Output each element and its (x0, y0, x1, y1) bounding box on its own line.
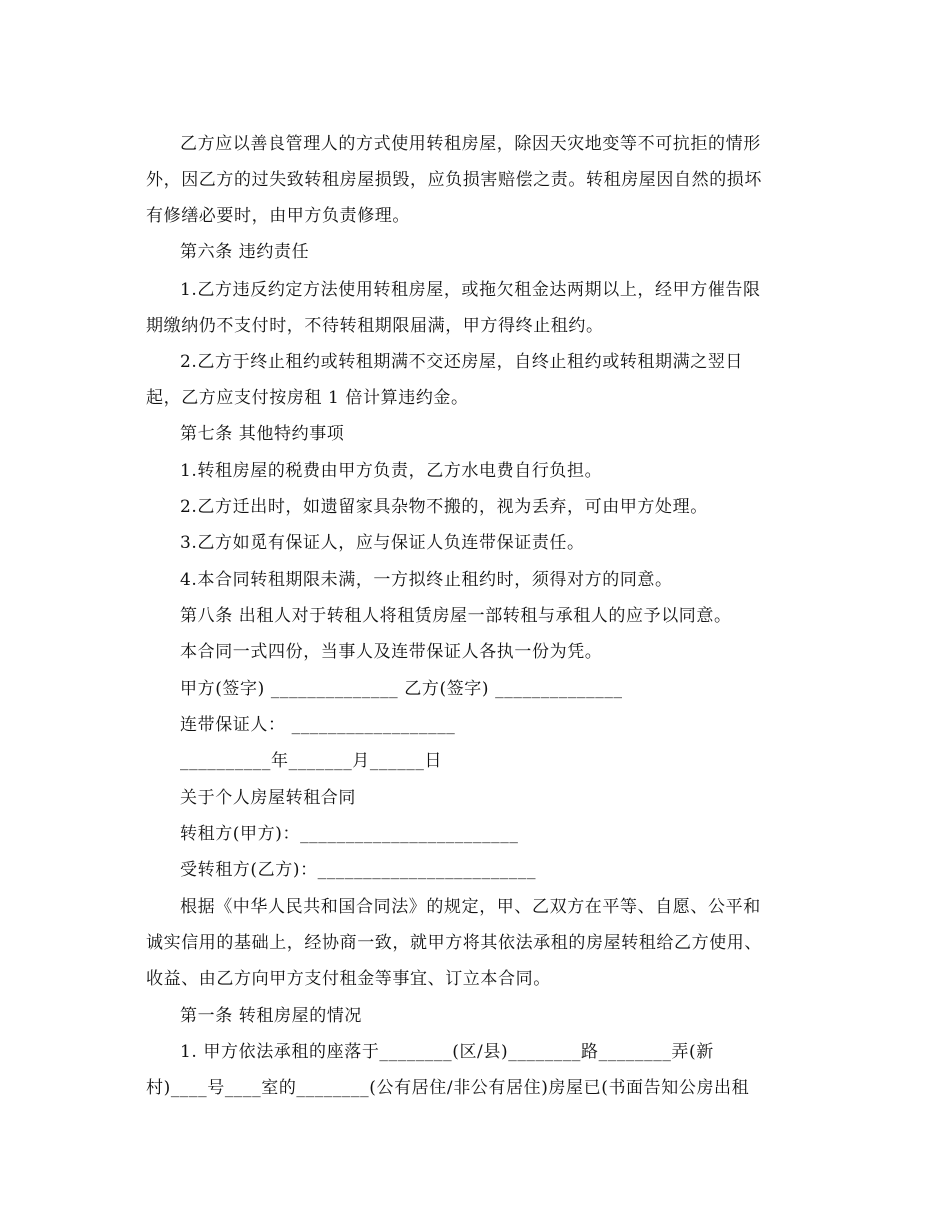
paragraph-line: 1. 甲方依法承租的座落于________(区/县)________路________弄(新 (180, 1042, 714, 1062)
party-b-line: 受转租方(乙方)：________________________ (180, 860, 537, 880)
section-heading: 第八条 出租人对于转租人将租赁房屋一部转租与承租人的应予以同意。 (180, 606, 732, 626)
paragraph-line: 收益、由乙方向甲方支付租金等事宜、订立本合同。 (146, 969, 551, 989)
paragraph-line: 1.乙方违反约定方法使用转租房屋，或拖欠租金达两期以上，经甲方催告限 (180, 280, 761, 300)
guarantor-line: 连带保证人： __________________ (180, 715, 456, 735)
date-line: __________年_______月______日 (180, 751, 443, 771)
list-item: 1.转租房屋的税费由甲方负责，乙方水电费自行负担。 (180, 461, 603, 481)
paragraph-line: 诚实信用的基础上，经协商一致，就甲方将其依法承租的房屋转租给乙方使用、 (146, 933, 762, 953)
signature-line: 甲方(签字) ______________ 乙方(签字) ______________ (180, 679, 623, 699)
document-title: 关于个人房屋转租合同 (180, 788, 356, 808)
list-item: 4.本合同转租期限未满，一方拟终止租约时，须得对方的同意。 (180, 570, 673, 590)
paragraph-line: 村)____号____室的________(公有居住/非公有居住)房屋已(书面告知公房出租 (146, 1078, 750, 1098)
paragraph-line: 期缴纳仍不支付时，不待转租期限届满，甲方得终止租约。 (146, 316, 604, 336)
paragraph-line: 根据《中华人民共和国合同法》的规定，甲、乙双方在平等、自愿、公平和 (180, 897, 761, 917)
list-item: 2.乙方迁出时，如遗留家具杂物不搬的，视为丢弃，可由甲方处理。 (180, 497, 708, 517)
paragraph-line: 乙方应以善良管理人的方式使用转租房屋，除因天灾地变等不可抗拒的情形 (180, 134, 761, 154)
paragraph-line: 有修缮必要时，由甲方负责修理。 (146, 206, 410, 226)
section-heading: 第七条 其他特约事项 (180, 424, 345, 444)
party-a-line: 转租方(甲方)：________________________ (180, 824, 519, 844)
section-heading: 第一条 转租房屋的情况 (180, 1006, 363, 1026)
section-heading: 第六条 违约责任 (180, 242, 310, 262)
paragraph-line: 外，因乙方的过失致转租房屋损毁，应负损害赔偿之责。转租房屋因自然的损坏 (146, 170, 762, 190)
paragraph-line: 本合同一式四份，当事人及连带保证人各执一份为凭。 (180, 642, 603, 662)
paragraph-line: 2.乙方于终止租约或转租期满不交还房屋，自终止租约或转租期满之翌日 (180, 352, 744, 372)
paragraph-line: 起，乙方应支付按房租 1 倍计算违约金。 (146, 388, 469, 408)
list-item: 3.乙方如觅有保证人，应与保证人负连带保证责任。 (180, 533, 585, 553)
